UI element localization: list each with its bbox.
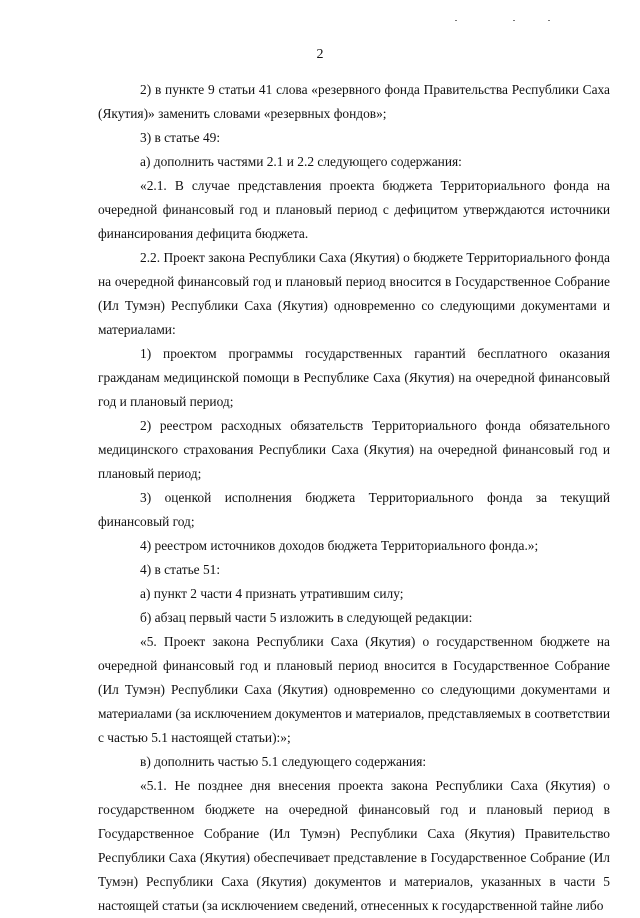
paragraph: «5. Проект закона Республики Саха (Якутия) о государственном бюджете на очередной финансовый год и плановый период вносится в Государственное Собрание (Ил Тумэн) Республики Саха (Якутия) одновременно со следующими документами и материалами (за исключением документов и материалов, представляемых в соответствии с частью 5.1 настоящей статьи):»;	[98, 634, 610, 745]
paragraph: «2.1. В случае представления проекта бюджета Территориального фонда на очередной финансовый год и плановый период с дефицитом утверждаются источники финансирования дефицита бюджета.	[98, 178, 610, 241]
document-body	[98, 78, 610, 918]
paragraph: а) пункт 2 части 4 признать утратившим силу;	[140, 586, 404, 601]
paragraph: б) абзац первый части 5 изложить в следующей редакции:	[140, 610, 473, 625]
paragraph: 3) оценкой исполнения бюджета Территориального фонда за текущий финансовый год;	[98, 490, 610, 529]
paragraph: а) дополнить частями 2.1 и 2.2 следующего содержания:	[140, 154, 462, 169]
paragraph: в) дополнить частью 5.1 следующего содержания:	[140, 754, 427, 769]
page-number: 2	[316, 47, 324, 62]
scan-speck	[455, 20, 457, 21]
paragraph: 2.2. Проект закона Республики Саха (Якутия) о бюджете Территориального фонда на очередной финансовый год и плановый период вносится в Государственное Собрание (Ил Тумэн) Республики Саха (Якутия) одновременно со следующими документами и материалами:	[98, 250, 610, 337]
paragraph: 4) в статье 51:	[140, 562, 221, 577]
paragraph: «5.1. Не позднее дня внесения проекта закона Республики Саха (Якутия) о государственном бюджете на очередной финансовый год и плановый период в Государственное Собрание (Ил Тумэн) Республики Саха (Якутия) Правительство Республики Саха (Якутия) обеспечивает представление в Государственное Собрание (Ил Тумэн) Республики Саха (Якутия) документов и материалов, указанных в части 5 настоящей статьи (за исключением сведений, отнесенных к государственной тайне либо	[98, 778, 610, 913]
paragraph: 3) в статье 49:	[140, 130, 221, 145]
paragraph: 4) реестром источников доходов бюджета Территориального фонда.»;	[140, 538, 539, 553]
scan-speck	[513, 20, 515, 21]
scan-speck	[548, 20, 550, 21]
paragraph: 2) реестром расходных обязательств Территориального фонда обязательного медицинского страхования Республики Саха (Якутия) на очередной финансовый год и плановый период;	[98, 418, 610, 481]
paragraph: 2) в пункте 9 статьи 41 слова «резервного фонда Правительства Республики Саха (Якутия)» заменить словами «резервных фондов»;	[98, 82, 610, 121]
paragraph: 1) проектом программы государственных гарантий бесплатного оказания гражданам медицинской помощи в Республике Саха (Якутия) на очередной финансовый год и плановый период;	[98, 346, 610, 409]
